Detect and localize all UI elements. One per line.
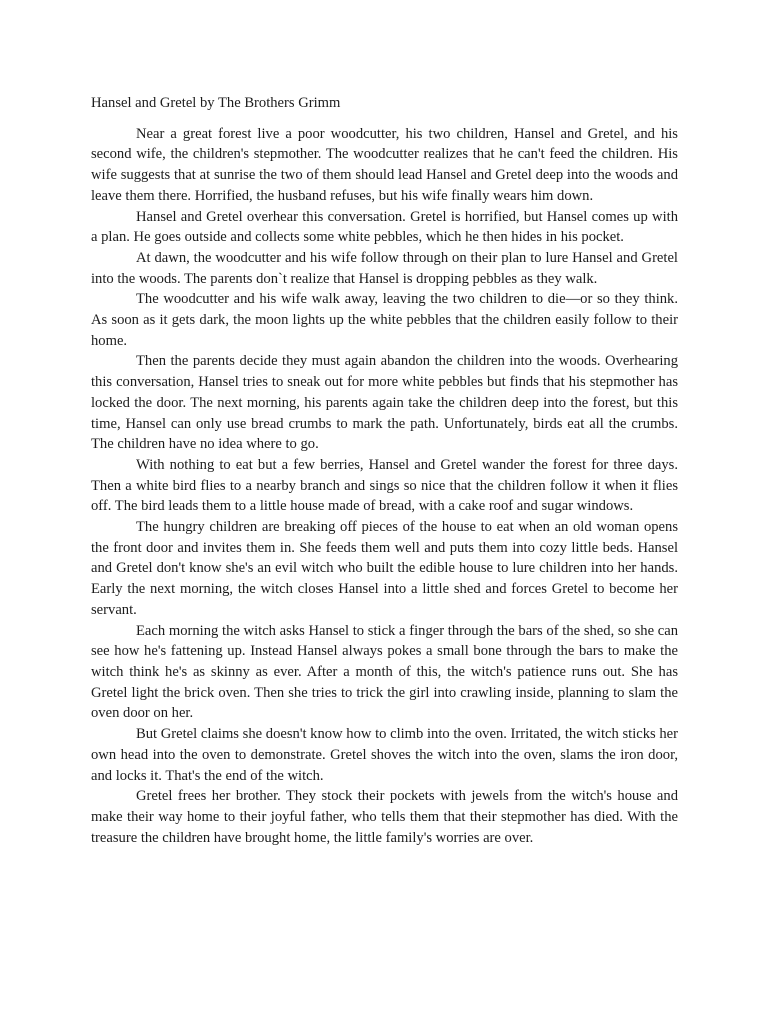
- paragraph-8: Each morning the witch asks Hansel to stick a finger through the bars of the shed, so she can see how he's fattening up. Instead Hansel always pokes a small bone through the bars to make the witch think he's as skinny as ever. After a month of this, the witch's patience runs out. She has Gretel light the brick oven. Then she tries to trick the girl into crawling inside, planning to slam the oven door on her.: [91, 622, 678, 722]
- paragraph-5: Then the parents decide they must again abandon the children into the woods. Overhearing this conversation, Hansel tries to sneak out for more white pebbles but finds that his stepmother has locked the door. The next morning, his parents again take the children deep into the forest, but this time, Hansel can only use bread crumbs to mark the path. Unfortunately, birds eat all the crumbs. The children have no idea where to go.: [91, 353, 678, 453]
- paragraph-4: The woodcutter and his wife walk away, leaving the two children to die—or so they think. As soon as it gets dark, the moon lights up the white pebbles that the children easily follow to their home.: [91, 291, 678, 349]
- paragraph-7: The hungry children are breaking off pieces of the house to eat when an old woman opens the front door and invites them in. She feeds them well and puts them into cozy little beds. Hansel and Gretel don't know she's an evil witch who built the edible house to lure children into her hands. Early the next morning, the witch closes Hansel into a little shed and forces Gretel to become her servant.: [91, 519, 678, 618]
- paragraph-9: But Gretel claims she doesn't know how to climb into the oven. Irritated, the witch sticks her own head into the oven to demonstrate. Gretel shoves the witch into the oven, slams the iron door, and locks it. That's the end of the witch.: [91, 726, 678, 784]
- paragraph-1: Near a great forest live a poor woodcutter, his two children, Hansel and Gretel, and his second wife, the children's stepmother. The woodcutter realizes that he can't feed the children. His wife suggests that at sunrise the two of them should lead Hansel and Gretel deep into the woods and leave them there. Horrified, the husband refuses, but his wife finally wears him down.: [91, 125, 678, 204]
- document-page: [91, 93, 678, 848]
- paragraph-2: Hansel and Gretel overhear this conversation. Gretel is horrified, but Hansel comes up with a plan. He goes outside and collects some white pebbles, which he then hides in his pocket.: [91, 208, 678, 246]
- paragraph-6: With nothing to eat but a few berries, Hansel and Gretel wander the forest for three days. Then a white bird flies to a nearby branch and sings so nice that the children follow it when it flies off. The bird leads them to a little house made of bread, with a cake roof and sugar windows.: [91, 456, 678, 515]
- paragraph-3: At dawn, the woodcutter and his wife follow through on their plan to lure Hansel and Gretel into the woods. The parents don`t realize that Hansel is dropping pebbles as they walk.: [91, 249, 678, 287]
- paragraph-10: Gretel frees her brother. They stock their pockets with jewels from the witch's house and make their way home to their joyful father, who tells them that their stepmother has died. With the treasure the children have brought home, the little family's worries are over.: [91, 788, 678, 846]
- document-title: Hansel and Gretel by The Brothers Grimm: [91, 95, 341, 111]
